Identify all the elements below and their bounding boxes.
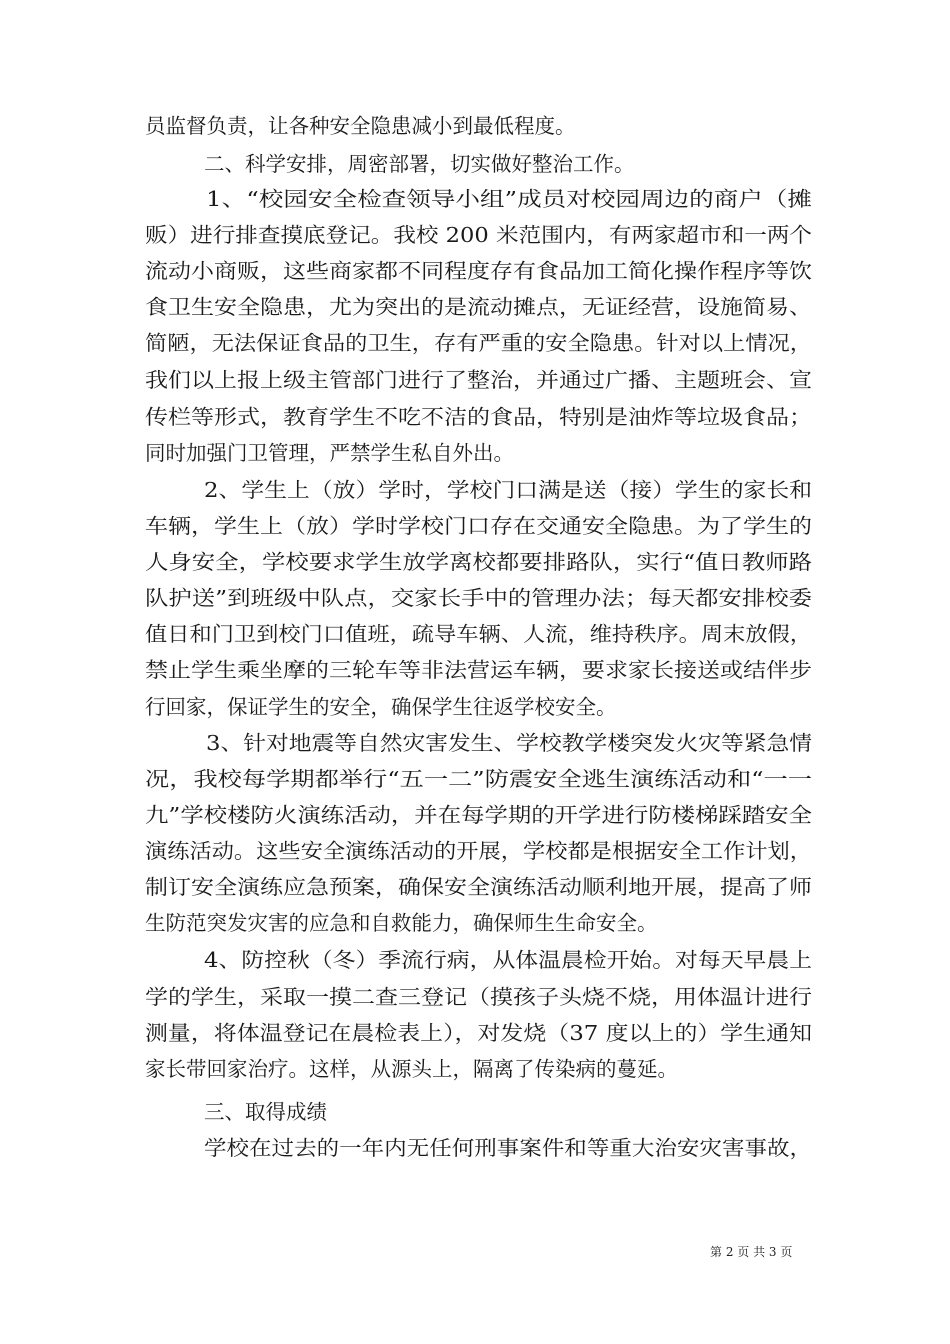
text-line-content: 传栏等形式，教育学生不吃不洁的食品，特别是油炸等垃圾食品； (145, 405, 813, 429)
text-line-content: 演练活动。这些安全演练活动的开展，学校都是根据安全工作计划， (145, 839, 813, 863)
text-line-content: 员监督负责，让各种安全隐患减小到最低程度。 (145, 114, 576, 138)
text-line (0, 687, 950, 727)
text-line (0, 397, 950, 437)
text-line (0, 323, 950, 363)
text-line (0, 144, 950, 184)
text-line (0, 360, 950, 400)
text-line (0, 287, 950, 327)
text-line (0, 795, 950, 835)
text-line-content: 车辆，学生上（放）学时学校门口存在交通安全隐患。为了学生的 (145, 514, 813, 538)
text-line-content: 况，我校每学期都举行“五一二”防震安全逃生演练活动和“一一 (145, 767, 813, 791)
text-line (0, 759, 950, 799)
text-line-content: 人身安全，学校要求学生放学离校都要排路队，实行“值日教师路 (145, 550, 813, 574)
text-line-content: 我们以上报上级主管部门进行了整治，并通过广播、主题班会、宣 (145, 368, 813, 392)
text-line-content: 队护送”到班级中队点，交家长手中的管理办法；每天都安排校委 (145, 586, 813, 610)
text-line-content: 简陋，无法保证食品的卫生，存有严重的安全隐患。针对以上情况， (145, 331, 813, 355)
text-line-content: 制订安全演练应急预案，确保安全演练活动顺利地开展，提高了师 (145, 875, 813, 899)
text-line (0, 903, 950, 943)
text-line-content: 学的学生，采取一摸二查三登记（摸孩子头烧不烧，用体温计进行 (145, 985, 813, 1009)
text-line-content: 2、学生上（放）学时，学校门口满是送（接）学生的家长和 (204, 478, 813, 502)
text-line-content: 同时加强门卫管理，严禁学生私自外出。 (145, 441, 514, 465)
text-line-content: 1、“校园安全检查领导小组”成员对校园周边的商户（摊 (206, 187, 813, 211)
text-line (0, 542, 950, 582)
text-line (0, 723, 950, 763)
text-line (0, 614, 950, 654)
page-number: 第 2 页 共 3 页 (710, 1245, 793, 1259)
text-line-content: 生防范突发灾害的应急和自救能力，确保师生生命安全。 (145, 911, 658, 935)
text-line-content: 二、科学安排，周密部署，切实做好整治工作。 (204, 152, 635, 176)
text-line (0, 251, 950, 291)
text-line-content: 值日和门卫到校门口值班，疏导车辆、人流，维持秩序。周末放假， (145, 622, 813, 646)
text-line-content: 流动小商贩，这些商家都不同程度存有食品加工简化操作程序等饮 (145, 259, 813, 283)
text-line (0, 977, 950, 1017)
text-line (0, 215, 950, 255)
text-line-content: 测量，将体温登记在晨检表上），对发烧（37 度以上的）学生通知 (145, 1021, 813, 1045)
text-line (0, 106, 950, 146)
text-line (0, 940, 950, 980)
text-line-content: 学校在过去的一年内无任何刑事案件和等重大治安灾害事故， (204, 1136, 813, 1160)
text-line (0, 179, 950, 219)
text-line (0, 1049, 950, 1089)
text-line (0, 578, 950, 618)
text-line-content: 家长带回家治疗。这样，从源头上，隔离了传染病的蔓延。 (145, 1057, 678, 1081)
text-line (0, 1092, 950, 1132)
text-line-content: 三、取得成绩 (204, 1100, 327, 1124)
text-line (0, 867, 950, 907)
text-line-content: 食卫生安全隐患，尤为突出的是流动摊点，无证经营，设施简易、 (145, 295, 813, 319)
text-line (0, 1013, 950, 1053)
text-line-content: 3、针对地震等自然灾害发生、学校教学楼突发火灾等紧急情 (206, 731, 813, 755)
text-line-content: 4、防控秋（冬）季流行病，从体温晨检开始。对每天早晨上 (204, 948, 813, 972)
text-line (0, 470, 950, 510)
text-line (0, 1128, 950, 1168)
text-line (0, 831, 950, 871)
text-line-content: 贩）进行排查摸底登记。我校 200 米范围内，有两家超市和一两个 (145, 223, 813, 247)
text-line-content: 行回家，保证学生的安全，确保学生往返学校安全。 (145, 695, 617, 719)
text-line (0, 650, 950, 690)
text-line-content: 禁止学生乘坐摩的三轮车等非法营运车辆，要求家长接送或结伴步 (145, 658, 813, 682)
text-line-content: 九”学校楼防火演练活动，并在每学期的开学进行防楼梯踩踏安全 (145, 803, 813, 827)
text-line (0, 506, 950, 546)
text-line (0, 433, 950, 473)
